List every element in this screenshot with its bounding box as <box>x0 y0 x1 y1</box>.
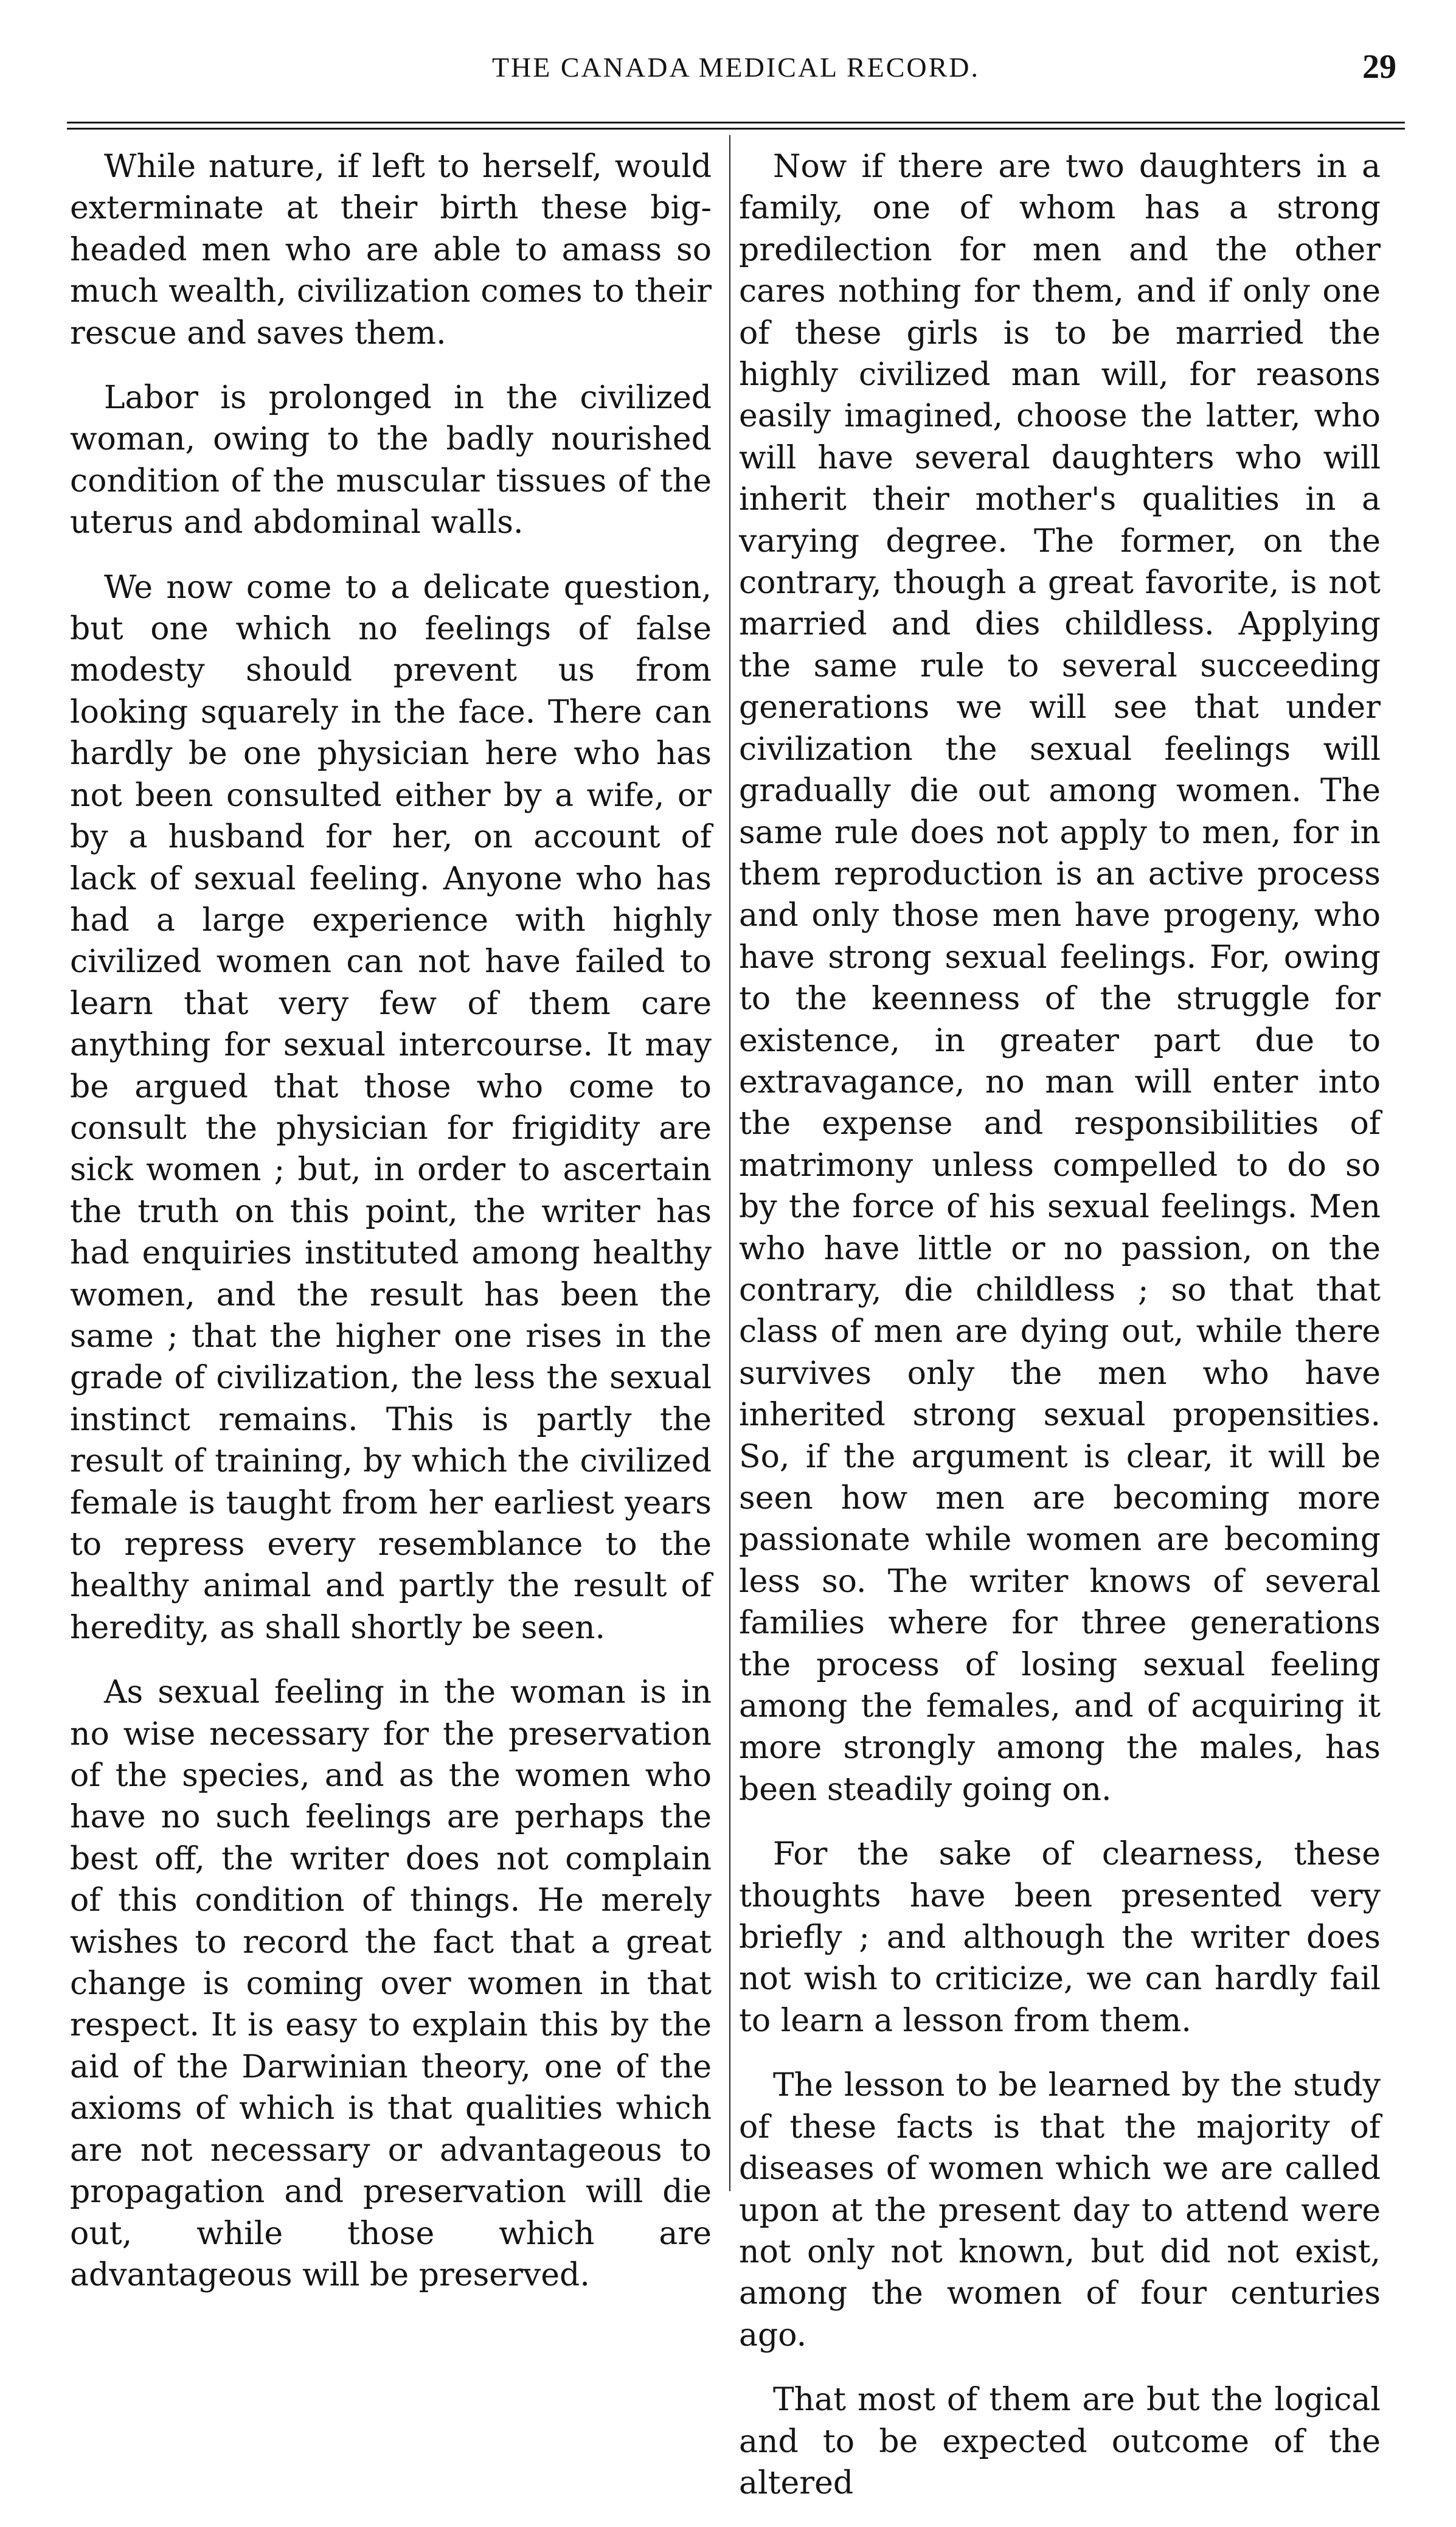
paragraph: Now if there are two daughters in a family, one of whom has a strong predilection for men and the other cares nothing for them, and if only one of these girls is to be married the highly civilized man will, for reasons easily imagined, choose the latter, who will have several daughters who will inherit their mother's qualities in a varying degree. The former, on the contrary, though a great favorite, is not married and dies childless. Applying the same rule to several succeeding generations we will see that under civilization the sexual feelings will gradually die out among women. The same rule does not apply to men, for in them reproduction is an active process and only those men have progeny, who have strong sexual feelings. For, owing to the keenness of the struggle for existence, in greater part due to extravagance, no man will enter into the expense and responsibilities of matrimony unless compelled to do so by the force of his sexual feelings. Men who have little or no passion, on the contrary, die childless ; so that that class of men are dying out, while there survives only the men who have inherited strong sexual propensities. So, if the argument is clear, it will be seen how men are becoming more passionate while women are becoming less so. The writer knows of several families where for three generations the process of losing sexual feeling among the females, and of acquiring it more strongly among the males, has been steadily going on. <box>739 148 1381 1808</box>
paragraph: We now come to a delicate question, but one which no feelings of false modesty should prevent us from looking squarely in the face. There can hardly be one physician here who has not been consulted either by a wife, or by a husband for her, on account of lack of sexual feeling. Anyone who has had a large experience with highly civilized women can not have failed to learn that very few of them care anything for sexual intercourse. It may be argued that those who come to consult the physician for frigidity are sick women ; but, in order to ascertain the truth on this point, the writer has had enquiries instituted among healthy women, and the result has been the same ; that the higher one rises in the grade of civilization, the less the sexual instinct remains. This is partly the result of training, by which the civilized female is taught from her earliest years to repress every resemblance to the healthy animal and partly the result of heredity, as shall shortly be seen. <box>70 569 712 1646</box>
left-column <box>70 146 712 2319</box>
column-divider <box>729 135 730 2191</box>
paragraph: As sexual feeling in the woman is in no wise necessary for the preservation of the species, and as the women who have no such feelings are perhaps the best off, the writer does not complain of this condition of things. He merely wishes to record the fact that a great change is coming over women in that respect. It is easy to explain this by the aid of the Darwinian theory, one of the axioms of which is that qualities which are not necessary or advantageous to propagation and preservation will die out, while those which are advantageous will be preserved. <box>70 1674 712 2293</box>
header-rule-bottom <box>67 128 1405 130</box>
journal-title: THE CANADA MEDICAL RECORD. <box>491 52 980 83</box>
right-column <box>739 146 1381 2527</box>
page-number: 29 <box>1362 48 1396 86</box>
paragraph: For the sake of clearness, these thoughts have been presented very briefly ; and although the writer does not wish to criticize, we can hardly fail to learn a lesson from them. <box>739 1836 1381 2039</box>
header-rule-top <box>67 122 1405 123</box>
paragraph: The lesson to be learned by the study of these facts is that the majority of diseases of women which we are called upon at the present day to attend were not only not known, but did not exist, among the women of four centuries ago. <box>739 2067 1381 2354</box>
paragraph: That most of them are but the logical and to be expected outcome of the altered <box>739 2382 1381 2501</box>
paragraph: Labor is prolonged in the civilized woman, owing to the badly nourished condition of the muscular tissues of the uterus and abdominal walls. <box>70 380 712 541</box>
running-head <box>67 44 1405 92</box>
paragraph: While nature, if left to herself, would exterminate at their birth these big-headed men who are able to amass so much wealth, civilization comes to their rescue and saves them. <box>70 148 712 352</box>
